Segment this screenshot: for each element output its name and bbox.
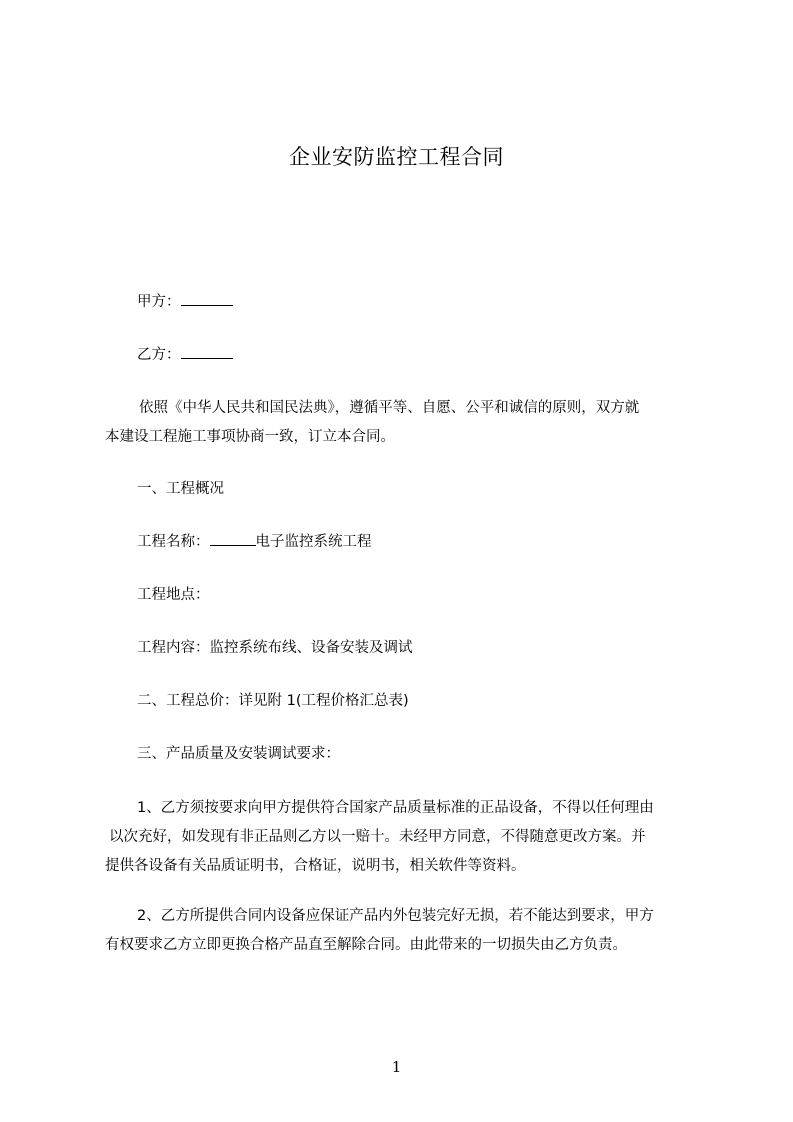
party-b-blank [181,344,233,359]
party-a-blank [181,291,233,306]
project-name-blank [210,531,256,546]
intro-paragraph [105,394,717,452]
quality-item-1 [105,794,717,881]
project-name-line [137,531,372,552]
page-number: 1 [391,1058,402,1076]
project-name-value: 电子监控系统工程 [255,534,372,550]
intro-line-2: 本建设工程施工事项协商一致，订立本合同。 [105,429,395,445]
party-b-label: 乙方： [137,347,181,363]
project-location-line [137,585,210,605]
quality-item-2 [105,902,717,960]
quality-item-2-line-2: 有权要求乙方立即更换合格产品直至解除合同。由此带来的一切损失由乙方负责。 [105,937,627,953]
document-title: 企业安防监控工程合同 [289,145,504,169]
project-content-line: 工程内容：监控系统布线、设备安装及调试 [137,640,413,656]
project-name-label: 工程名称： [137,534,210,550]
project-location-label: 工程地点： [137,587,210,603]
section-3-heading: 三、产品质量及安装调试要求： [137,746,340,762]
party-a-label: 甲方： [137,294,181,310]
quality-item-1-line-2: 以次充好，如发现有非正品则乙方以一赔十。未经甲方同意，不得随意更改方案。并 [109,829,646,845]
party-a-line [137,291,233,312]
quality-item-1-line-3: 提供各设备有关品质证明书，合格证，说明书，相关软件等资料。 [105,858,526,874]
section-2-heading: 二、工程总价：详见附 1(工程价格汇总表) [137,693,409,709]
intro-line-1: 依照《中华人民共和国民法典》，遵循平等、自愿、公平和诚信的原则，双方就 [139,400,640,416]
section-1-heading: 一、工程概况 [137,481,224,497]
party-b-line [137,344,233,365]
quality-item-2-line-1: 2、乙方所提供合同内设备应保证产品内外包装完好无损，若不能达到要求，甲方 [137,908,654,924]
quality-item-1-line-1: 1、乙方须按要求向甲方提供符合国家产品质量标准的正品设备，不得以任何理由 [137,800,654,816]
